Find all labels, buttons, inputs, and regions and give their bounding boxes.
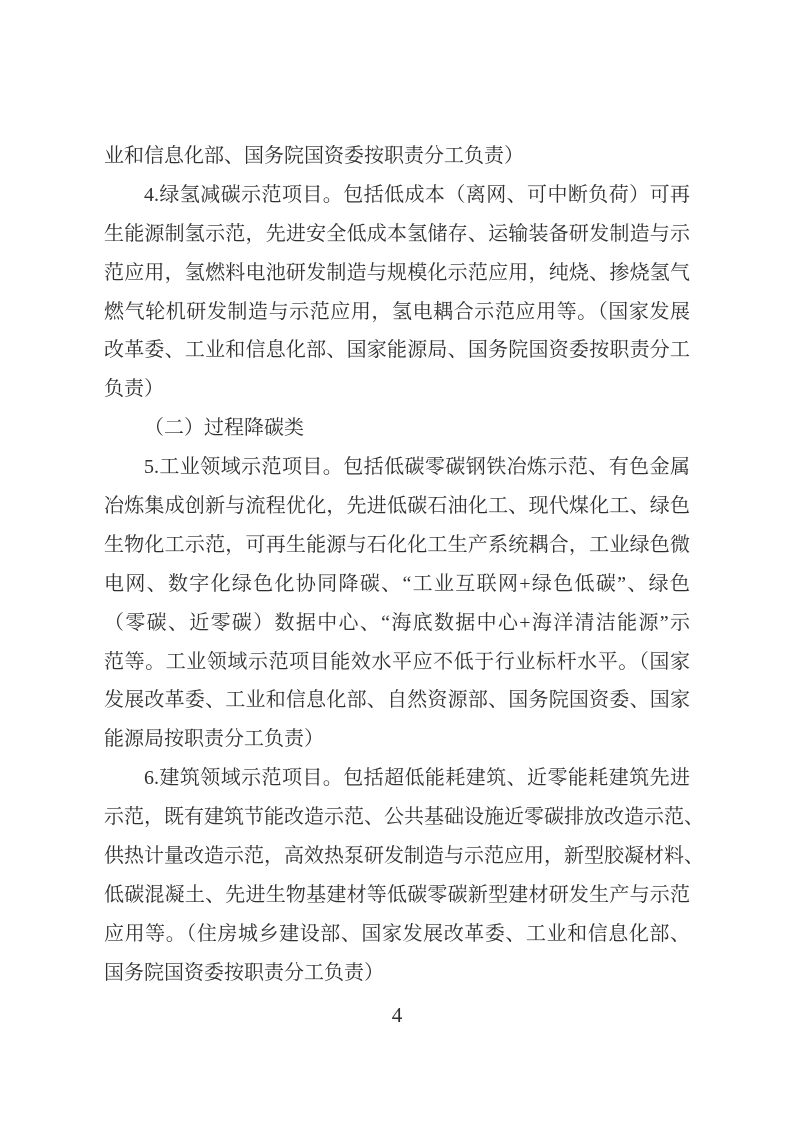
text-line: 低碳混凝土、先进生物基建材等低碳零碳新型建材研发生产与示范	[104, 883, 690, 906]
text-line: 生物化工示范，可再生能源与石化化工生产系统耦合，工业绿色微	[104, 533, 690, 556]
text-line: 业和信息化部、国务院国资委按职责分工负责）	[104, 145, 524, 167]
text-line: 冶炼集成创新与流程优化，先进低碳石油化工、现代煤化工、绿色	[104, 495, 690, 518]
document-body	[104, 137, 704, 993]
text-line: 5.工业领域示范项目。包括低碳零碳钢铁冶炼示范、有色金属	[144, 456, 690, 479]
text-line: 能源局按职责分工负责）	[104, 728, 324, 751]
text-line: 范等。工业领域示范项目能效水平应不低于行业标杆水平。（国家	[104, 650, 690, 673]
text-line: 燃气轮机研发制造与示范应用，氢电耦合示范应用等。（国家发展	[104, 300, 690, 323]
text-line: 生能源制氢示范，先进安全低成本氢储存、运输装备研发制造与示	[104, 222, 690, 245]
text-line: 改革委、工业和信息化部、国家能源局、国务院国资委按职责分工	[104, 339, 690, 362]
text-line: 示范，既有建筑节能改造示范、公共基础设施近零碳排放改造示范、	[104, 806, 704, 829]
page-number: 4	[391, 1003, 403, 1027]
text-line: （零碳、近零碳）数据中心、“海底数据中心+海洋清洁能源”示	[104, 611, 690, 634]
text-line: 范应用，氢燃料电池研发制造与规模化示范应用，纯烧、掺烧氢气	[104, 261, 690, 284]
text-line: 6.建筑领域示范项目。包括超低能耗建筑、近零能耗建筑先进	[144, 767, 690, 790]
text-line: 应用等。（住房城乡建设部、国家发展改革委、工业和信息化部、	[104, 922, 690, 945]
text-line: 电网、数字化绿色化协同降碳、“工业互联网+绿色低碳”、绿色	[104, 572, 690, 595]
text-line: 4.绿氢减碳示范项目。包括低成本（离网、可中断负荷）可再	[144, 183, 690, 206]
text-line: 供热计量改造示范，高效热泵研发制造与示范应用，新型胶凝材料、	[104, 845, 704, 868]
text-line: 发展改革委、工业和信息化部、自然资源部、国务院国资委、国家	[104, 689, 690, 712]
text-line: 负责）	[104, 378, 164, 401]
text-line: 国务院国资委按职责分工负责）	[104, 961, 384, 984]
text-line: （二）过程降碳类	[144, 417, 304, 440]
